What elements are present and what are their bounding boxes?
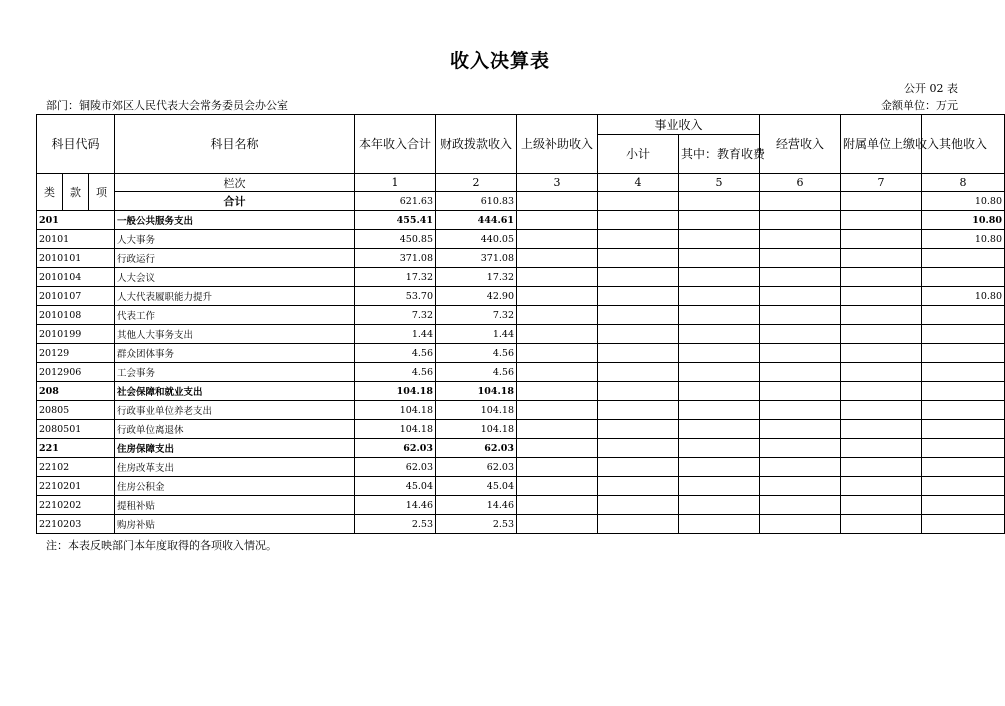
- form-number: 公开 02 表: [904, 82, 958, 95]
- row-name: 其他人大事务支出: [115, 325, 355, 344]
- row-fiscal: 440.05: [436, 230, 517, 249]
- row-education: [679, 268, 760, 287]
- row-affiliated: [841, 211, 922, 230]
- row-code: 20101: [37, 230, 115, 249]
- row-fiscal: 14.46: [436, 496, 517, 515]
- row-other: [922, 249, 1005, 268]
- table-row: [37, 325, 1005, 344]
- row-total: 450.85: [355, 230, 436, 249]
- row-superior: [517, 401, 598, 420]
- row-other: [922, 458, 1005, 477]
- row-fiscal: 1.44: [436, 325, 517, 344]
- row-affiliated: [841, 515, 922, 534]
- row-affiliated: [841, 249, 922, 268]
- row-total: 455.41: [355, 211, 436, 230]
- row-education: [679, 496, 760, 515]
- col-number: 7: [841, 174, 922, 192]
- row-education: [679, 458, 760, 477]
- row-operating: [760, 287, 841, 306]
- row-subtotal: [598, 306, 679, 325]
- table-row: [37, 401, 1005, 420]
- table-row: [37, 287, 1005, 306]
- row-operating: [760, 230, 841, 249]
- row-code: 201: [37, 211, 115, 230]
- row-superior: [517, 458, 598, 477]
- row-fiscal: 2.53: [436, 515, 517, 534]
- row-subtotal: [598, 287, 679, 306]
- header-affiliated: 附属单位上缴收入: [841, 115, 922, 174]
- row-subtotal: [598, 268, 679, 287]
- row-superior: [517, 363, 598, 382]
- row-subtotal: [598, 230, 679, 249]
- row-education: [679, 477, 760, 496]
- row-name: 工会事务: [115, 363, 355, 382]
- row-affiliated: [841, 496, 922, 515]
- row-superior: [517, 287, 598, 306]
- row-total: 45.04: [355, 477, 436, 496]
- row-other: [922, 477, 1005, 496]
- row-code: 20805: [37, 401, 115, 420]
- table-row: [37, 458, 1005, 477]
- row-operating: [760, 401, 841, 420]
- row-education: [679, 230, 760, 249]
- row-code: 22102: [37, 458, 115, 477]
- row-operating: [760, 211, 841, 230]
- page-title: 收入决算表: [449, 50, 550, 72]
- totals-total: 621.63: [355, 192, 436, 211]
- row-total: 104.18: [355, 382, 436, 401]
- row-name: 购房补贴: [115, 515, 355, 534]
- row-name: 人大代表履职能力提升: [115, 287, 355, 306]
- row-education: [679, 401, 760, 420]
- row-fiscal: 104.18: [436, 401, 517, 420]
- header-fiscal: 财政拨款收入: [436, 115, 517, 174]
- row-affiliated: [841, 230, 922, 249]
- row-subtotal: [598, 382, 679, 401]
- row-total: 62.03: [355, 439, 436, 458]
- table-row: [37, 439, 1005, 458]
- row-name: 人大会议: [115, 268, 355, 287]
- row-code: 2010107: [37, 287, 115, 306]
- row-superior: [517, 515, 598, 534]
- row-total: 1.44: [355, 325, 436, 344]
- row-code: 2080501: [37, 420, 115, 439]
- row-education: [679, 211, 760, 230]
- col-number: 8: [922, 174, 1005, 192]
- row-fiscal: 62.03: [436, 439, 517, 458]
- row-code: 2210201: [37, 477, 115, 496]
- col-number: 4: [598, 174, 679, 192]
- row-operating: [760, 268, 841, 287]
- row-code: 2010108: [37, 306, 115, 325]
- row-other: [922, 420, 1005, 439]
- row-other: [922, 382, 1005, 401]
- row-name: 代表工作: [115, 306, 355, 325]
- row-education: [679, 325, 760, 344]
- row-subtotal: [598, 363, 679, 382]
- row-operating: [760, 306, 841, 325]
- row-affiliated: [841, 287, 922, 306]
- row-affiliated: [841, 363, 922, 382]
- row-other: [922, 401, 1005, 420]
- row-superior: [517, 230, 598, 249]
- row-total: 371.08: [355, 249, 436, 268]
- row-code: 208: [37, 382, 115, 401]
- row-total: 7.32: [355, 306, 436, 325]
- row-fiscal: 7.32: [436, 306, 517, 325]
- row-operating: [760, 496, 841, 515]
- row-operating: [760, 477, 841, 496]
- row-fiscal: 62.03: [436, 458, 517, 477]
- row-superior: [517, 496, 598, 515]
- row-total: 2.53: [355, 515, 436, 534]
- row-name: 社会保障和就业支出: [115, 382, 355, 401]
- row-superior: [517, 344, 598, 363]
- row-other: [922, 344, 1005, 363]
- row-subtotal: [598, 401, 679, 420]
- row-operating: [760, 363, 841, 382]
- row-other: [922, 306, 1005, 325]
- header-subtotal: 小计: [598, 135, 679, 174]
- row-other: [922, 325, 1005, 344]
- row-education: [679, 515, 760, 534]
- row-name: 住房保障支出: [115, 439, 355, 458]
- header-other: 其他收入: [922, 115, 1005, 174]
- header-lei: 类: [37, 174, 63, 211]
- table-row: [37, 249, 1005, 268]
- col-number: 3: [517, 174, 598, 192]
- row-fiscal: 4.56: [436, 363, 517, 382]
- row-other: [922, 268, 1005, 287]
- col-number: 6: [760, 174, 841, 192]
- row-education: [679, 439, 760, 458]
- row-operating: [760, 439, 841, 458]
- table-note: 注：本表反映部门本年度取得的各项收入情况。: [46, 539, 277, 552]
- header-name: 科目名称: [115, 115, 355, 174]
- row-affiliated: [841, 477, 922, 496]
- row-total: 104.18: [355, 401, 436, 420]
- col-number: 1: [355, 174, 436, 192]
- col-number: 2: [436, 174, 517, 192]
- header-total: 本年收入合计: [355, 115, 436, 174]
- header-operating: 经营收入: [760, 115, 841, 174]
- row-code: 2210203: [37, 515, 115, 534]
- row-subtotal: [598, 496, 679, 515]
- row-other: [922, 439, 1005, 458]
- row-superior: [517, 268, 598, 287]
- totals-other: 10.80: [922, 192, 1005, 211]
- row-subtotal: [598, 458, 679, 477]
- table-row: [37, 496, 1005, 515]
- row-education: [679, 287, 760, 306]
- table-row: [37, 344, 1005, 363]
- header-lanci: 栏次: [115, 174, 355, 192]
- table-row: [37, 515, 1005, 534]
- row-name: 住房公积金: [115, 477, 355, 496]
- row-name: 群众团体事务: [115, 344, 355, 363]
- totals-fiscal: 610.83: [436, 192, 517, 211]
- row-subtotal: [598, 344, 679, 363]
- row-subtotal: [598, 211, 679, 230]
- row-total: 17.32: [355, 268, 436, 287]
- row-operating: [760, 458, 841, 477]
- row-affiliated: [841, 306, 922, 325]
- row-fiscal: 45.04: [436, 477, 517, 496]
- row-code: 2012906: [37, 363, 115, 382]
- row-education: [679, 420, 760, 439]
- row-superior: [517, 306, 598, 325]
- income-table: [36, 114, 1005, 534]
- row-affiliated: [841, 420, 922, 439]
- table-row: [37, 363, 1005, 382]
- row-name: 人大事务: [115, 230, 355, 249]
- row-name: 提租补贴: [115, 496, 355, 515]
- row-total: 14.46: [355, 496, 436, 515]
- row-superior: [517, 382, 598, 401]
- row-subtotal: [598, 515, 679, 534]
- row-superior: [517, 420, 598, 439]
- table-row: [37, 306, 1005, 325]
- row-other: 10.80: [922, 230, 1005, 249]
- row-total: 104.18: [355, 420, 436, 439]
- table-row: [37, 420, 1005, 439]
- row-name: 行政事业单位养老支出: [115, 401, 355, 420]
- department-label: 部门：铜陵市郊区人民代表大会常务委员会办公室: [46, 99, 288, 112]
- row-fiscal: 104.18: [436, 382, 517, 401]
- row-affiliated: [841, 344, 922, 363]
- table-row: [37, 268, 1005, 287]
- row-affiliated: [841, 458, 922, 477]
- row-superior: [517, 325, 598, 344]
- row-other: [922, 496, 1005, 515]
- row-total: 53.70: [355, 287, 436, 306]
- row-name: 行政运行: [115, 249, 355, 268]
- row-affiliated: [841, 382, 922, 401]
- row-affiliated: [841, 401, 922, 420]
- row-fiscal: 444.61: [436, 211, 517, 230]
- header-education: 其中：教育收费: [679, 135, 760, 174]
- header-superior: 上级补助收入: [517, 115, 598, 174]
- row-subtotal: [598, 477, 679, 496]
- row-education: [679, 306, 760, 325]
- row-total: 4.56: [355, 344, 436, 363]
- row-operating: [760, 382, 841, 401]
- row-subtotal: [598, 420, 679, 439]
- row-code: 2010104: [37, 268, 115, 287]
- row-total: 62.03: [355, 458, 436, 477]
- row-operating: [760, 515, 841, 534]
- row-operating: [760, 325, 841, 344]
- row-other: [922, 515, 1005, 534]
- row-other: 10.80: [922, 211, 1005, 230]
- row-superior: [517, 439, 598, 458]
- row-name: 行政单位离退休: [115, 420, 355, 439]
- row-fiscal: 42.90: [436, 287, 517, 306]
- table-row: [37, 477, 1005, 496]
- table-row: [37, 230, 1005, 249]
- row-fiscal: 4.56: [436, 344, 517, 363]
- row-other: [922, 363, 1005, 382]
- row-superior: [517, 211, 598, 230]
- col-number: 5: [679, 174, 760, 192]
- row-operating: [760, 249, 841, 268]
- row-education: [679, 363, 760, 382]
- row-name: 住房改革支出: [115, 458, 355, 477]
- row-code: 2010199: [37, 325, 115, 344]
- row-subtotal: [598, 325, 679, 344]
- table-row: [37, 382, 1005, 401]
- row-total: 4.56: [355, 363, 436, 382]
- row-operating: [760, 420, 841, 439]
- row-education: [679, 344, 760, 363]
- header-xiang: 项: [89, 174, 115, 211]
- header-business: 事业收入: [598, 115, 760, 135]
- row-code: 2210202: [37, 496, 115, 515]
- amount-unit-label: 金额单位：万元: [881, 99, 958, 112]
- table-row: [37, 211, 1005, 230]
- row-fiscal: 104.18: [436, 420, 517, 439]
- totals-row: [37, 192, 1005, 211]
- row-education: [679, 382, 760, 401]
- row-affiliated: [841, 325, 922, 344]
- row-code: 20129: [37, 344, 115, 363]
- totals-label: 合计: [115, 192, 355, 211]
- row-superior: [517, 249, 598, 268]
- row-other: 10.80: [922, 287, 1005, 306]
- row-subtotal: [598, 249, 679, 268]
- row-education: [679, 249, 760, 268]
- row-code: 221: [37, 439, 115, 458]
- row-subtotal: [598, 439, 679, 458]
- row-superior: [517, 477, 598, 496]
- row-operating: [760, 344, 841, 363]
- header-kuan: 款: [63, 174, 89, 211]
- row-affiliated: [841, 268, 922, 287]
- row-affiliated: [841, 439, 922, 458]
- header-code: 科目代码: [37, 115, 115, 174]
- row-name: 一般公共服务支出: [115, 211, 355, 230]
- row-fiscal: 371.08: [436, 249, 517, 268]
- row-fiscal: 17.32: [436, 268, 517, 287]
- row-code: 2010101: [37, 249, 115, 268]
